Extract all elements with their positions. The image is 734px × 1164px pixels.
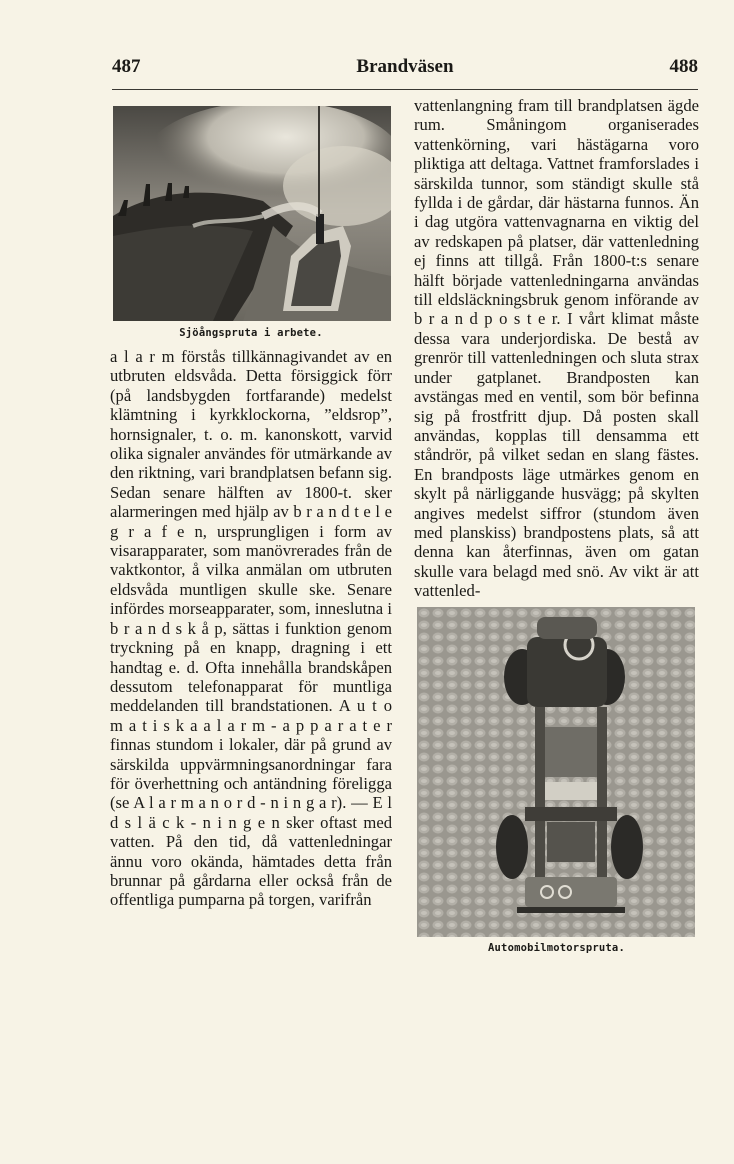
right-column-text: vattenlangning fram till brandplatsen ägde rum. Småningom organiserades vattenkörning, vari hästägarna voro pliktiga att deltaga. Vattnet framforslades i särskilda tunnor, som ständigt skulle stå fyllda i de gårdar, där hästarna funnos. Än i dag utgöra vattenvagnarna en viktig del av redskapen på platser, där vattenledning ej finns att tillgå. Från 1800-t:s senare hälft började vattenledningarna användas till eldsläckningsbruk genom införande av b r a n d p o s t e r. I vårt klimat måste dessa vara underjordiska. De bestå av grenrör till vattenledningen och sluta strax under gatplanet. Brandposten kan avstängas med en ventil, som bör befinna sig på frostfritt djup. Då posten skall användas, kopplas till densamma ett ståndrör, på vilket sedan en slang fästes. En brandposts läge utmärkes genom en skylt på närliggande husvägg; på skylten angives medelst siffror (stundom även med planskiss) brandpostens plats, så att denna kan återfinnas, även om gatan skulle vara belagd med snö. Av vikt är att vattenled- [414, 96, 699, 601]
page-header [112, 56, 698, 86]
left-column [110, 98, 392, 910]
running-title: Brandväsen [356, 56, 454, 77]
right-column [414, 96, 699, 962]
steam-fire-boat-illustration [113, 106, 391, 321]
page-number-left: 487 [112, 56, 141, 77]
figure-caption-1: Sjöångspruta i arbete. [179, 327, 323, 339]
figure-caption-2: Automobilmotorspruta. [488, 941, 625, 954]
page-number-right: 488 [669, 56, 698, 77]
motor-fire-engine-illustration [417, 607, 695, 937]
motor-fire-engine-photo [417, 607, 695, 937]
header-rule [112, 89, 698, 90]
left-column-text: a l a r m förstås tillkännagivandet av en utbruten eldsvåda. Detta försiggick förr (på landsbygden fortfarande) medelst klämtning i kyrkklockorna, ”eldsrop”, hornsignaler, t. o. m. kanonskott, varvid olika signaler användes för utmärkande av den riktning, vari brandplatsen befann sig. Sedan senare hälften av 1800-t. sker alarmeringen med hjälp av b r a n d t e l e g r a f e n, ursprungligen i form av visarapparater, som manövrerades från de vaktkontor, å vilka anmälan om utbruten eldsvåda muntligen skulle ske. Senare infördes morseapparater, som, inneslutna i b r a n d s k å p, sättas i funktion genom tryckning på en knapp, dragning i ett handtag e. d. Ofta innehålla brandskåpen dessutom telefonapparat för muntliga meddelanden till brandstationen. A u t o m a t i s k a a l a r m - a p p a r a t e r finnas stundom i lokaler, där på grund av särskilda uppvärmningsanordningar fara för överhettning och antändning föreligga (se A l a r m a n o r d - n i n g a r). — E l d s l ä c k - n i n g e n sker oftast med vatten. På den tid, då vattenledningar ännu voro okända, hämtades detta från brunnar på gårdarna eller också från de offentliga pumparna på torgen, varifrån [110, 347, 392, 910]
steam-fire-boat-photo [113, 106, 391, 321]
